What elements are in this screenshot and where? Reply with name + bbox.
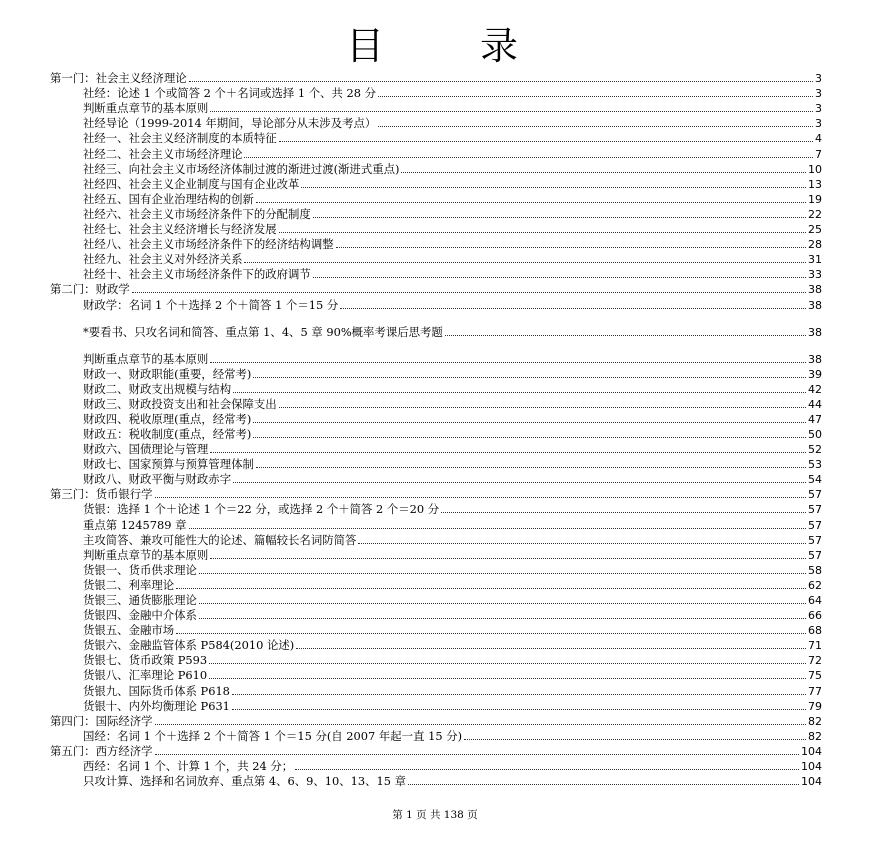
- toc-entry-label: 财政一、财政职能(重要，经常考): [83, 366, 252, 381]
- toc-entry-label: 社经导论（1999-2014 年期间，导论部分从未涉及考点）: [83, 116, 377, 131]
- toc-subsection-entry[interactable]: [50, 441, 822, 456]
- toc-page-number: 77: [808, 684, 822, 698]
- toc-subsection-entry[interactable]: [50, 221, 822, 236]
- toc-section-entry[interactable]: [50, 486, 822, 501]
- toc-entry-label: 主攻简答、兼攻可能性大的论述、篇幅较长名词防简答: [83, 532, 357, 547]
- toc-dot-leader: [313, 217, 806, 218]
- toc-page-number: 44: [808, 397, 822, 411]
- toc-page-number: 3: [815, 72, 822, 86]
- toc-subsection-entry[interactable]: [50, 411, 822, 426]
- toc-dot-leader: [378, 96, 813, 97]
- toc-subsection-entry[interactable]: [50, 176, 822, 191]
- toc-entry-label: 社经四、社会主义企业制度与国有企业改革: [83, 176, 300, 191]
- toc-page-number: 57: [808, 548, 822, 562]
- toc-page-number: 4: [815, 132, 822, 146]
- toc-dot-leader: [296, 648, 806, 649]
- toc-entry-label: 社经六、社会主义市场经济条件下的分配制度: [83, 206, 311, 221]
- toc-page-number: 57: [808, 488, 822, 502]
- toc-page-number: 104: [801, 744, 822, 758]
- toc-page-number: 82: [808, 729, 822, 743]
- toc-entry-label: 财政二、财政支出规模与结构: [83, 381, 232, 396]
- toc-page-number: 39: [808, 367, 822, 381]
- toc-subsection-entry[interactable]: [50, 100, 822, 115]
- toc-dot-leader: [244, 157, 813, 158]
- toc-page-number: 64: [808, 594, 822, 607]
- toc-page-number: 13: [808, 177, 822, 191]
- toc-page-number: 104: [801, 775, 822, 789]
- toc-page-number: 50: [808, 427, 822, 441]
- toc-page-number: 72: [808, 654, 822, 668]
- toc-subsection-entry[interactable]: [50, 577, 822, 592]
- toc-page-number: 19: [808, 192, 822, 206]
- toc-subsection-entry[interactable]: [50, 501, 822, 516]
- toc-subsection-entry[interactable]: [50, 562, 822, 577]
- toc-dot-leader: [199, 573, 806, 574]
- toc-dot-leader: [340, 308, 806, 309]
- toc-entry-label: 财政学：名词 1 个＋选择 2 个＋简答 1 个＝15 分: [83, 297, 339, 312]
- toc-page-number: 42: [808, 382, 822, 396]
- toc-entry-label: 判断重点章节的基本原则: [83, 101, 209, 116]
- toc-entry-label: 第三门：货币银行学: [50, 487, 153, 502]
- toc-dot-leader: [209, 678, 806, 679]
- toc-subsection-entry[interactable]: [50, 471, 822, 486]
- toc-dot-leader: [313, 277, 806, 278]
- toc-dot-leader: [199, 603, 806, 604]
- toc-page-number: 22: [808, 207, 822, 221]
- toc-entry-label: 货银二、利率理论: [83, 577, 175, 592]
- toc-entry-label: 社经十、社会主义市场经济条件下的政府调节: [83, 267, 311, 282]
- toc-dot-leader: [401, 172, 806, 173]
- toc-subsection-entry[interactable]: [50, 607, 822, 622]
- toc-dot-leader: [279, 407, 806, 408]
- toc-page-number: 47: [808, 412, 822, 426]
- toc-subsection-entry[interactable]: [50, 682, 822, 697]
- toc-dot-leader: [189, 81, 813, 82]
- toc-entry-label: 财政七、国家预算与预算管理体制: [83, 457, 254, 472]
- toc-entry-label: 货银五、金融市场: [83, 623, 175, 638]
- toc-dot-leader: [256, 467, 806, 468]
- toc-dot-leader: [279, 141, 813, 142]
- toc-subsection-entry[interactable]: [50, 516, 822, 531]
- toc-dot-leader: [155, 497, 806, 498]
- toc-section-entry[interactable]: [50, 713, 822, 728]
- toc-dot-leader: [233, 482, 806, 483]
- toc-dot-leader: [256, 202, 806, 203]
- toc-subsection-entry[interactable]: [50, 652, 822, 667]
- toc-subsection-entry[interactable]: [50, 456, 822, 471]
- toc-subsection-entry[interactable]: [50, 266, 822, 281]
- toc-page-number: 38: [808, 283, 822, 297]
- toc-page-number: 28: [808, 238, 822, 252]
- toc-page-number: 104: [801, 760, 822, 774]
- toc-entry-label: 财政八、财政平衡与财政赤字: [83, 472, 232, 487]
- toc-dot-leader: [233, 392, 806, 393]
- toc-subsection-entry[interactable]: [50, 339, 822, 366]
- toc-dot-leader: [253, 437, 806, 438]
- toc-entry-label: 货银十、内外均衡理论 P631: [83, 698, 230, 713]
- toc-subsection-entry[interactable]: [50, 236, 822, 251]
- toc-dot-leader: [155, 754, 799, 755]
- toc-entry-label: 判断重点章节的基本原则: [83, 547, 209, 562]
- toc-dot-leader: [210, 452, 806, 453]
- toc-section-entry[interactable]: [50, 281, 822, 296]
- toc-dot-leader: [209, 663, 806, 664]
- toc-subsection-entry[interactable]: [50, 145, 822, 160]
- toc-dot-leader: [210, 362, 806, 363]
- toc-page-number: 57: [808, 503, 822, 517]
- toc-entry-label: 财政三、财政投资支出和社会保障支出: [83, 396, 277, 411]
- toc-entry-label: 社经八、社会主义市场经济条件下的经济结构调整: [83, 237, 334, 252]
- toc-page-number: 53: [808, 458, 822, 472]
- toc-page-number: 57: [808, 518, 822, 532]
- toc-subsection-entry[interactable]: [50, 161, 822, 176]
- toc-subsection-entry[interactable]: [50, 637, 822, 652]
- toc-page-number: 75: [808, 669, 822, 683]
- toc-page-number: 33: [808, 268, 822, 282]
- toc-section-entry[interactable]: [50, 743, 822, 758]
- toc-section-entry[interactable]: [50, 70, 822, 85]
- toc-page-number: 79: [808, 699, 822, 713]
- toc-dot-leader: [244, 262, 806, 263]
- toc-entry-label: 财政六、国债理论与管理: [83, 442, 209, 457]
- toc-entry-label: 货银一、货币供求理论: [83, 562, 197, 577]
- toc-subsection-entry[interactable]: [50, 622, 822, 637]
- toc-subsection-entry[interactable]: [50, 667, 822, 682]
- toc-subsection-entry[interactable]: [50, 251, 822, 266]
- toc-dot-leader: [210, 111, 813, 112]
- toc-subsection-entry[interactable]: [50, 698, 822, 713]
- toc-entry-label: 社经一、社会主义经济制度的本质特征: [83, 131, 277, 146]
- toc-entry-label: 社经七、社会主义经济增长与经济发展: [83, 222, 277, 237]
- toc-dot-leader: [176, 633, 806, 634]
- toc-subsection-entry[interactable]: [50, 592, 822, 607]
- toc-entry-label: 财政四、税收原理(重点，经常考): [83, 411, 252, 426]
- toc-dot-leader: [378, 126, 813, 127]
- toc-dot-leader: [358, 543, 806, 544]
- toc-page-number: 7: [815, 147, 822, 161]
- toc-page-number: 3: [815, 102, 822, 116]
- toc-entry-label: 财政五：税收制度(重点，经常考): [83, 426, 252, 441]
- toc-dot-leader: [210, 558, 806, 559]
- toc-page-number: 10: [808, 162, 822, 176]
- toc-entry-label: 货银四、金融中介体系: [83, 608, 197, 623]
- toc-entry-label: 货银八、汇率理论 P610: [83, 668, 208, 683]
- toc-subsection-entry[interactable]: [50, 296, 822, 311]
- toc-dot-leader: [253, 377, 806, 378]
- toc-dot-leader: [232, 694, 806, 695]
- toc-subsection-entry[interactable]: [50, 130, 822, 145]
- toc-subsection-entry[interactable]: [50, 532, 822, 547]
- toc-dot-leader: [408, 784, 799, 785]
- toc-page-number: 38: [808, 352, 822, 366]
- toc-entry-label: 重点第 1245789 章: [83, 517, 187, 532]
- toc-entry-label: 西经：名词 1 个、计算 1 个，共 24 分；: [83, 759, 294, 774]
- toc-entry-label: 社经五、国有企业治理结构的创新: [83, 191, 254, 206]
- toc-page-number: 66: [808, 609, 822, 623]
- toc-subsection-entry[interactable]: [50, 85, 822, 100]
- toc-page-number: 31: [808, 253, 822, 267]
- toc-dot-leader: [253, 422, 806, 423]
- toc-entry-label: 第四门：国际经济学: [50, 713, 153, 728]
- toc-entry-label: 社经三、向社会主义市场经济体制过渡的渐进过渡(渐进式重点): [83, 161, 400, 176]
- toc-entry-label: 货银三、通货膨胀理论: [83, 593, 197, 607]
- toc-subsection-entry[interactable]: [50, 396, 822, 411]
- toc-subsection-entry[interactable]: [50, 366, 822, 381]
- toc-dot-leader: [336, 247, 806, 248]
- table-of-contents: [50, 70, 822, 788]
- toc-page-number: 58: [808, 563, 822, 577]
- toc-page-number: 82: [808, 714, 822, 728]
- toc-dot-leader: [445, 335, 806, 336]
- toc-page-number: 3: [815, 117, 822, 131]
- toc-entry-label: 货银九、国际货币体系 P618: [83, 683, 230, 698]
- toc-page-number: 54: [808, 473, 822, 487]
- toc-subsection-entry[interactable]: [50, 191, 822, 206]
- toc-entry-label: 货银：选择 1 个＋论述 1 个＝22 分，或选择 2 个＋简答 2 个＝20 分: [83, 502, 440, 517]
- page-title: 目 录: [345, 24, 561, 68]
- toc-subsection-entry[interactable]: [50, 773, 822, 788]
- toc-subsection-entry[interactable]: [50, 381, 822, 396]
- toc-dot-leader: [132, 292, 806, 293]
- toc-page-number: 71: [808, 639, 822, 653]
- toc-subsection-entry[interactable]: [50, 547, 822, 562]
- toc-page-number: 57: [808, 533, 822, 547]
- toc-page-number: 52: [808, 443, 822, 457]
- toc-dot-leader: [295, 769, 799, 770]
- toc-dot-leader: [199, 618, 806, 619]
- toc-page-number: 68: [808, 624, 822, 638]
- toc-entry-label: 社经九、社会主义对外经济关系: [83, 252, 243, 267]
- toc-page-number: 38: [808, 298, 822, 312]
- toc-entry-label: *要看书、只攻名词和简答、重点第 1、4、5 章 90%概率考课后思考题: [83, 324, 443, 339]
- toc-subsection-entry[interactable]: [50, 728, 822, 743]
- toc-subsection-entry[interactable]: [50, 758, 822, 773]
- toc-dot-leader: [155, 724, 806, 725]
- toc-dot-leader: [189, 528, 806, 529]
- toc-page-number: 62: [808, 578, 822, 592]
- toc-dot-leader: [441, 512, 806, 513]
- toc-dot-leader: [279, 232, 806, 233]
- toc-entry-label: 货银六、金融监管体系 P584(2010 论述): [83, 638, 295, 653]
- toc-entry-label: 货银七、货币政策 P593: [83, 653, 208, 668]
- toc-dot-leader: [464, 739, 806, 740]
- toc-dot-leader: [176, 588, 806, 589]
- toc-entry-label: 社经：论述 1 个或简答 2 个＋名词或选择 1 个、共 28 分: [83, 86, 377, 101]
- toc-subsection-entry[interactable]: [50, 312, 822, 339]
- toc-entry-label: 第一门：社会主义经济理论: [50, 71, 187, 86]
- toc-entry-label: 判断重点章节的基本原则: [83, 351, 209, 366]
- toc-dot-leader: [301, 187, 806, 188]
- toc-subsection-entry[interactable]: [50, 206, 822, 221]
- toc-entry-label: 社经二、社会主义市场经济理论: [83, 146, 243, 161]
- toc-page-number: 3: [815, 87, 822, 101]
- toc-subsection-entry[interactable]: [50, 115, 822, 130]
- toc-dot-leader: [232, 709, 806, 710]
- toc-entry-label: 第五门：西方经济学: [50, 743, 153, 758]
- toc-entry-label: 第二门：财政学: [50, 282, 130, 297]
- toc-subsection-entry[interactable]: [50, 426, 822, 441]
- toc-page-number: 25: [808, 223, 822, 237]
- toc-entry-label: 国经：名词 1 个＋选择 2 个＋简答 1 个＝15 分(自 2007 年起一直 15 分): [83, 728, 463, 743]
- toc-page-number: 38: [808, 325, 822, 339]
- page-footer: 第 1 页 共 138 页: [392, 809, 478, 821]
- toc-entry-label: 只攻计算、选择和名词放弃、重点第 4、6、9、10、13、15 章: [83, 774, 407, 789]
